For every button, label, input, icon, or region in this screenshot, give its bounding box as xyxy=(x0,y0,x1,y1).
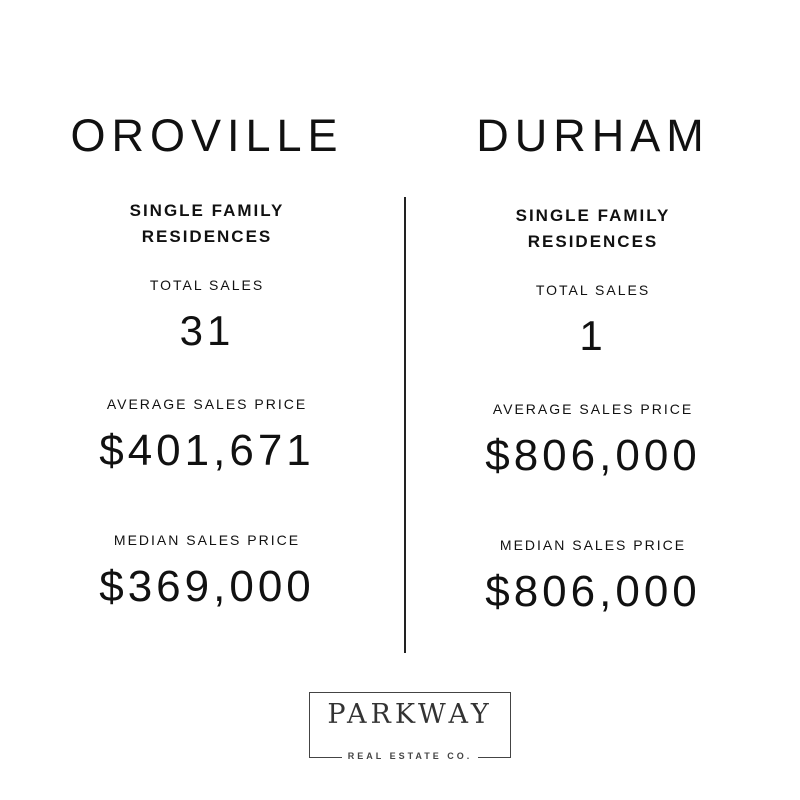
logo-subtitle-wrap xyxy=(310,739,510,761)
median-price-label: MEDIAN SALES PRICE xyxy=(499,537,687,553)
average-price-label: AVERAGE SALES PRICE xyxy=(492,401,694,417)
median-price-value: $806,000 xyxy=(485,567,701,616)
total-sales-value: 1 xyxy=(579,312,607,359)
category-line-2: RESIDENCES xyxy=(527,232,659,251)
category-line-1: SINGLE FAMILY xyxy=(515,206,671,225)
total-sales-label: TOTAL SALES xyxy=(149,277,265,293)
average-price-value: $806,000 xyxy=(485,431,701,480)
durham-column xyxy=(393,0,793,680)
category-heading xyxy=(7,198,407,250)
category-heading xyxy=(393,203,793,255)
city-title: DURHAM xyxy=(476,110,710,161)
median-price-label: MEDIAN SALES PRICE xyxy=(113,532,301,548)
category-line-2: RESIDENCES xyxy=(141,227,273,246)
logo-name: PARKWAY xyxy=(327,699,493,730)
parkway-logo xyxy=(309,692,511,761)
city-title: OROVILLE xyxy=(70,110,344,161)
average-price-value: $401,671 xyxy=(99,426,315,475)
median-price-value: $369,000 xyxy=(99,562,315,611)
average-price-label: AVERAGE SALES PRICE xyxy=(106,396,308,412)
category-line-1: SINGLE FAMILY xyxy=(129,201,285,220)
total-sales-label: TOTAL SALES xyxy=(535,282,651,298)
total-sales-value: 31 xyxy=(179,307,235,354)
oroville-column xyxy=(7,0,407,680)
logo-subtitle: REAL ESTATE CO. xyxy=(342,751,479,761)
